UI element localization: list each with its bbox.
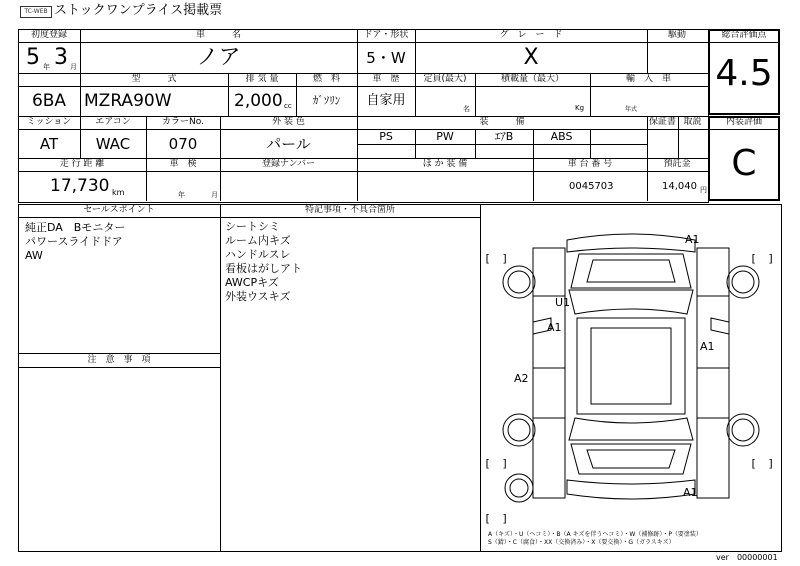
overall-score-label: 総合評価点 [721, 30, 767, 40]
mileage-value: 17,730 [50, 176, 110, 196]
aircon-value: WAC [95, 135, 131, 153]
damage-mark: A1 [547, 321, 562, 334]
displacement-label: 排 気 量 [245, 74, 279, 84]
sales-points-list [25, 221, 125, 263]
model-prefix-value: 6BA [31, 91, 67, 111]
import-year-model: 年式 [625, 106, 638, 113]
inspection-label: 車 検 [169, 159, 197, 169]
inspection-year: 年 [178, 191, 185, 199]
list-item: ルーム内キズ [225, 234, 291, 247]
reg-month-unit: 月 [70, 63, 77, 71]
reg-year-unit: 年 [43, 63, 50, 71]
capacity-unit: 名 [463, 105, 470, 113]
damage-mark: A1 [685, 233, 700, 246]
damage-mark: A1 [683, 486, 698, 499]
reg-month: 3 [54, 45, 68, 70]
model-value: MZRA90W [84, 91, 172, 111]
equipment-label: 装 備 [479, 117, 525, 127]
door-shape-value: 5・W [366, 49, 406, 67]
caution-label: 注 意 事 項 [87, 355, 151, 365]
legend-line: S（錆）・C（腐食）・XX（交換済み）・X（要交換）・G（ガラスキズ） [488, 539, 675, 546]
page-title: ストックワンプライス掲載票 [54, 3, 223, 18]
damage-mark: A2 [514, 372, 529, 385]
equipment-item: PS [379, 130, 393, 143]
version-label: ver 00000001 [716, 553, 778, 562]
displacement-value: 2,000 [234, 91, 283, 111]
car-name-value: ノア [196, 45, 241, 70]
list-item: 看板はがしアト [225, 262, 302, 275]
bracket: [ ] [484, 252, 509, 265]
deposit-value: 14,040 [662, 181, 697, 192]
bracket: [ ] [750, 457, 775, 470]
list-item: AWCPキズ [225, 276, 279, 289]
bracket: [ ] [484, 457, 509, 470]
capacity-label: 定員(最大) [423, 74, 467, 84]
car-name-label: 車 名 [195, 30, 241, 40]
bracket: [ ] [484, 512, 509, 525]
grade-value: X [523, 45, 539, 70]
chassis-no-label: 車 台 番 号 [567, 159, 613, 169]
reg-year: 5 [26, 45, 40, 70]
list-item: シートシミ [225, 220, 280, 233]
warranty-label: 保証書 [648, 117, 676, 127]
interior-score-value: C [731, 143, 757, 184]
legend-line: A（キズ）・U（ヘコミ）・B（A キズを伴うヘコミ）・W（補修跡）・P（要塗装） [488, 531, 702, 538]
deposit-unit: 円 [700, 186, 707, 194]
history-label: 車 歴 [372, 74, 400, 84]
interior-score-label: 内装評価 [725, 117, 762, 127]
manual-label: 取説 [683, 117, 702, 127]
damage-legend [488, 531, 702, 547]
displacement-unit: cc [284, 102, 292, 110]
equipment-item: ｴｱB [494, 130, 514, 143]
fuel-label: 燃 料 [312, 74, 340, 84]
list-item: ハンドルスレ [225, 248, 291, 261]
logo: TC-WEB [20, 6, 52, 18]
special-notes-list [225, 220, 302, 304]
first-reg-label: 初度登録 [30, 30, 67, 40]
drive-label: 駆動 [667, 30, 686, 40]
list-item: パワースライドドア [25, 235, 123, 248]
list-item: 外装ウスキズ [225, 290, 291, 303]
damage-mark: A1 [700, 340, 715, 353]
inspection-month: 月 [211, 191, 218, 199]
special-notes-label: 特記事項・不具合箇所 [304, 205, 395, 215]
reg-number-label: 登録ナンバー [262, 159, 315, 169]
bracket: [ ] [750, 252, 775, 265]
sales-point-label: セールスポイント [83, 205, 155, 215]
door-shape-label: ドア・形状 [363, 30, 409, 40]
other-equipment-label: ほ か 装 備 [422, 159, 468, 169]
color-no-value: 070 [168, 135, 198, 153]
mileage-label: 走 行 距 離 [59, 159, 105, 169]
load-unit: Kg [575, 104, 585, 112]
damage-mark: U1 [555, 296, 571, 309]
list-item: AW [25, 249, 43, 262]
list-item: 純正DA Bモニター [25, 221, 126, 234]
deposit-label: 預託金 [663, 159, 691, 169]
aircon-label: エアコン [95, 117, 131, 127]
model-label: 型 式 [131, 74, 177, 84]
exterior-color-label: 外 装 色 [272, 117, 305, 127]
mileage-unit: km [112, 188, 125, 197]
chassis-no-value: 0045703 [569, 181, 614, 192]
color-no-label: カラーNo. [162, 117, 204, 127]
overall-score-value: 4.5 [715, 53, 773, 94]
mission-value: AT [39, 135, 59, 153]
mission-label: ミッション [26, 117, 72, 127]
equipment-item: PW [436, 130, 454, 143]
load-label: 積載量（最大） [500, 74, 564, 84]
import-label: 輸 入 車 [625, 74, 671, 84]
equipment-item: ABS [550, 130, 573, 143]
fuel-value: ｶﾞｿﾘﾝ [312, 94, 341, 107]
grade-label: グ レ ー ド [499, 30, 563, 40]
exterior-color-value: パール [266, 135, 311, 153]
history-value: 自家用 [366, 93, 406, 108]
